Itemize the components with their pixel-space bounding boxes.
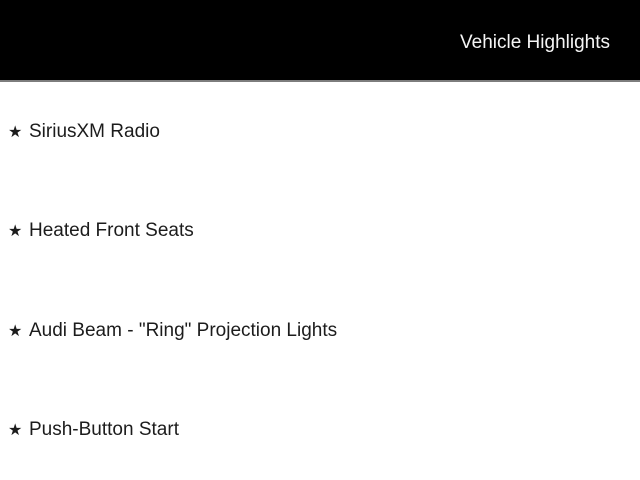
header-bar (0, 0, 640, 82)
list-item (0, 82, 640, 182)
page-title: Vehicle Highlights (460, 31, 610, 53)
highlight-label: Heated Front Seats (29, 220, 194, 242)
list-item (0, 381, 640, 480)
highlights-list (0, 82, 640, 480)
list-item (0, 281, 640, 381)
star-icon: ★ (8, 121, 23, 141)
star-icon: ★ (8, 320, 23, 340)
list-item (0, 182, 640, 282)
highlight-label: Audi Beam - "Ring" Projection Lights (29, 319, 338, 341)
highlight-label: SiriusXM Radio (29, 120, 160, 142)
star-icon: ★ (8, 221, 23, 241)
highlight-label: Push-Button Start (29, 419, 179, 441)
star-icon: ★ (8, 420, 23, 440)
